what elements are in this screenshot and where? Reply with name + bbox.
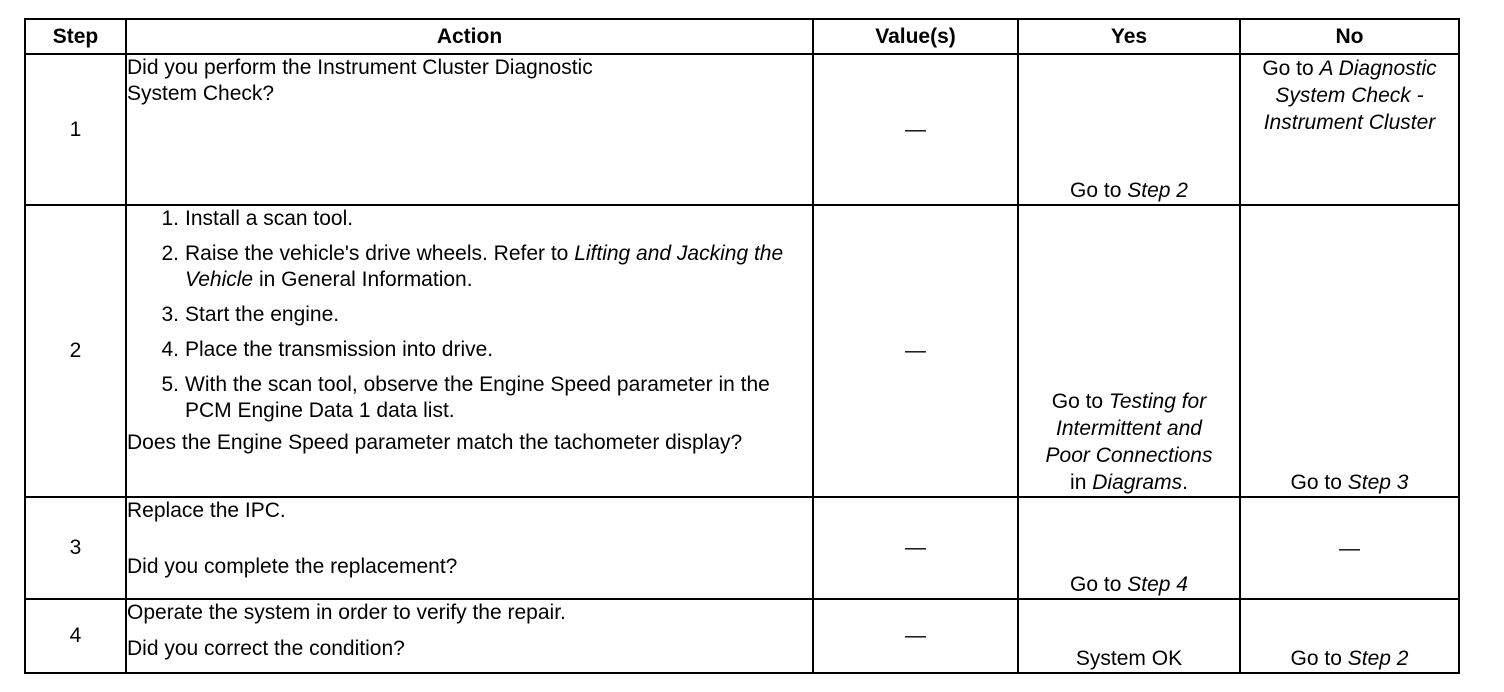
reference-link: Diagrams [1092,471,1183,494]
procedure-link: Testing for Intermittent and Poor Connections [1045,390,1213,467]
step-link: Step 2 [1127,179,1188,202]
procedure-list [127,206,812,424]
action-text: Operate the system in order to verify the repair. [127,601,566,624]
no-cell: Go to Step 2 [1240,599,1459,673]
header-yes: Yes [1018,19,1240,54]
value-cell: — [813,599,1018,673]
no-cell: — [1240,497,1459,599]
step-number: 3 [25,497,126,599]
list-item: 2. Raise the vehicle's drive wheels. Refer to Lifting and Jacking the Vehicle in General Information. [161,242,784,291]
header-step: Step [25,19,126,54]
table-row [25,54,1459,205]
table-row [25,205,1459,497]
step-link: Step 3 [1347,471,1409,494]
list-item: 3. Start the engine. [161,303,340,326]
yes-cell: Go to Testing for Intermittent and Poor Connections in Diagrams. [1018,205,1240,497]
yes-cell: Go to Step 4 [1018,497,1240,599]
header-row [25,19,1459,54]
procedure-link: A Diagnostic System Check - Instrument Cluster [1263,57,1437,134]
action-cell [126,54,813,205]
step-link: Step 2 [1347,647,1409,670]
table-row [25,497,1459,599]
no-cell: Go to Step 3 [1240,205,1459,497]
table-row [25,599,1459,673]
action-cell [126,497,813,599]
header-action: Action [126,19,813,54]
list-item: 5. With the scan tool, observe the Engine Speed parameter in the PCM Engine Data 1 data list. [161,373,770,422]
action-text: Did you perform the Instrument Cluster Diagnostic [127,56,593,79]
no-cell: Go to A Diagnostic System Check - Instrument Cluster [1240,54,1459,205]
action-text: System Check? [127,82,275,105]
action-text: Replace the IPC. [127,499,286,522]
diagnostic-table [24,18,1460,674]
reference-link: Lifting and Jacking the Vehicle [185,242,784,291]
value-cell: — [813,497,1018,599]
action-question: Does the Engine Speed parameter match the tachometer display? [127,431,743,454]
step-link: Step 4 [1127,573,1188,596]
action-question: Did you complete the replacement? [127,555,458,578]
list-item: 1. Install a scan tool. [161,207,354,230]
step-number: 2 [25,205,126,497]
value-cell: — [813,205,1018,497]
value-cell: — [813,54,1018,205]
action-question: Did you correct the condition? [127,637,405,660]
list-item: 4. Place the transmission into drive. [161,338,494,361]
step-number: 4 [25,599,126,673]
header-no: No [1240,19,1459,54]
action-cell [126,599,813,673]
step-number: 1 [25,54,126,205]
yes-cell: Go to Step 2 [1018,54,1240,205]
header-values: Value(s) [813,19,1018,54]
action-cell [126,205,813,497]
yes-cell: System OK [1018,599,1240,673]
